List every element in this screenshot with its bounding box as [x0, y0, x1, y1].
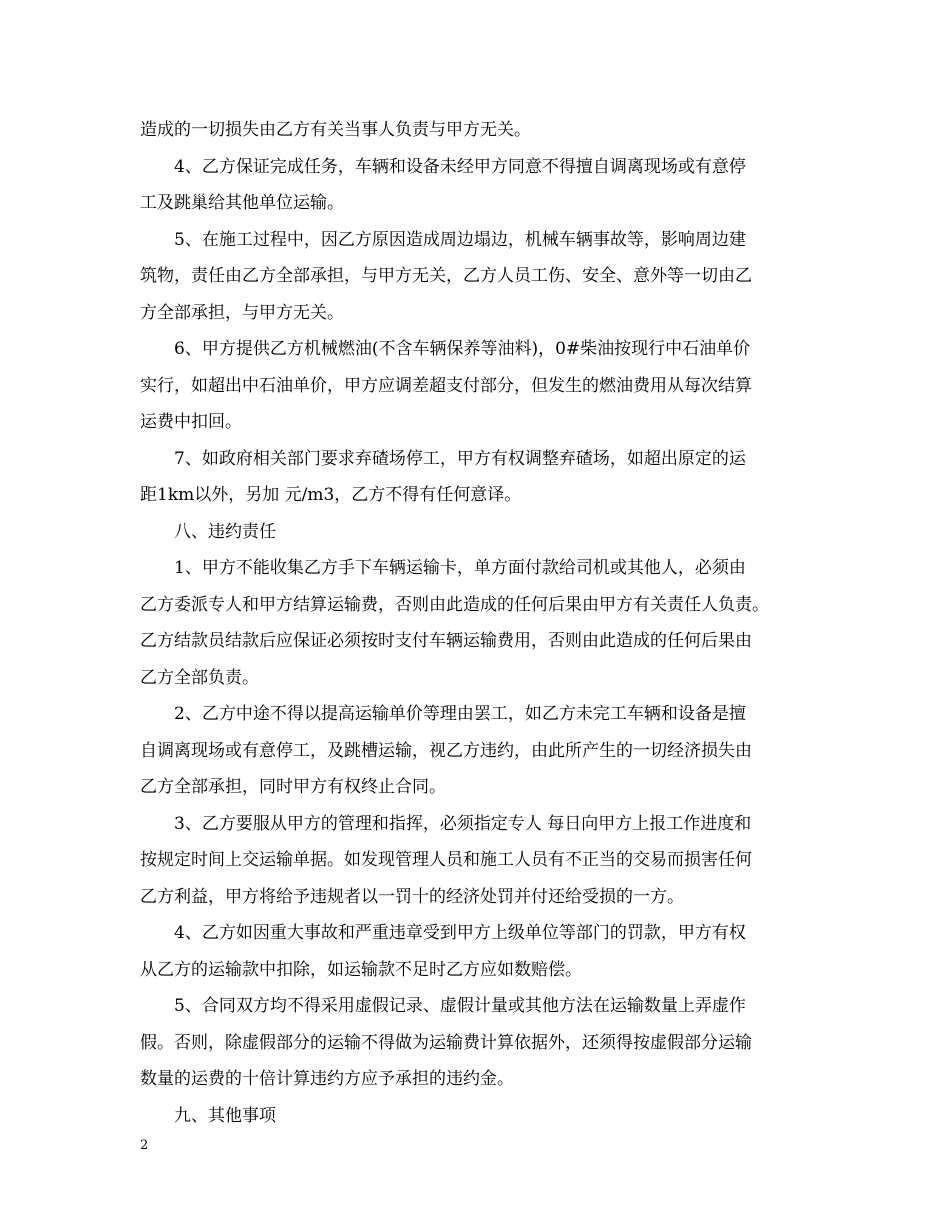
text-line-25: 5、合同双方均不得采用虚假记录、虚假计量或其他方法在运输数量上弄虚作	[174, 996, 746, 1016]
text-line-13: 1、甲方不能收集乙方手下车辆运输卡，单方面付款给司机或其他人，必须由	[174, 558, 746, 578]
text-line-10: 7、如政府相关部门要求弃碴场停工，甲方有权调整弃碴场，如超出原定的运	[174, 448, 746, 469]
text-line-8: 实行，如超出中石油单价，甲方应调差超支付部分，但发生的燃油费用从每次结算	[140, 375, 752, 396]
section-heading-other: 九、其他事项	[174, 1105, 276, 1126]
text-line-11: 距1km以外，另加 元/m3，乙方不得有任何意译。	[140, 485, 522, 505]
page-number: 2	[140, 1138, 149, 1153]
text-line-21: 按规定时间上交运输单据。如发现管理人员和施工人员有不正当的交易而损害任何	[140, 850, 752, 870]
text-line-22: 乙方利益，甲方将给予违规者以一罚十的经济处罚并付还给受损的一方。	[140, 886, 684, 907]
document-body	[140, 112, 830, 1134]
text-line-14: 乙方委派专人和甲方结算运输费，否则由此造成的任何后果由甲方有关责任人负责。	[140, 594, 769, 615]
text-line-3: 工及跳巢给其他单位运输。	[140, 193, 344, 213]
text-line-5: 筑物，责任由乙方全部承担，与甲方无关，乙方人员工伤、安全、意外等一切由乙	[140, 266, 752, 286]
text-line-26: 假。否则，除虚假部分的运输不得做为运输费计算依据外，还须得按虚假部分运输	[140, 1032, 752, 1053]
text-line-24: 从乙方的运输款中扣除，如运输款不足时乙方应如数赔偿。	[140, 959, 582, 980]
text-line-1: 造成的一切损失由乙方有关当事人负责与甲方无关。	[140, 120, 531, 140]
text-line-4: 5、在施工过程中，因乙方原因造成周边塌边，机械车辆事故等，影响周边建	[174, 229, 746, 250]
text-line-9: 运费中扣回。	[140, 412, 242, 432]
text-line-16: 乙方全部负责。	[140, 667, 259, 688]
text-line-15: 乙方结款员结款后应保证必须按时支付车辆运输费用，否则由此造成的任何后果由	[140, 631, 752, 651]
text-line-17: 2、乙方中途不得以提高运输单价等理由罢工，如乙方未完工车辆和设备是擅	[174, 704, 746, 724]
text-line-23: 4、乙方如因重大事故和严重违章受到甲方上级单位等部门的罚款，甲方有权	[174, 923, 746, 943]
text-line-19: 乙方全部承担，同时甲方有权终止合同。	[140, 777, 446, 797]
text-line-27: 数量的运费的十倍计算违约方应予承担的违约金。	[140, 1069, 514, 1089]
text-line-20: 3、乙方要服从甲方的管理和指挥，必须指定专人 每日向甲方上报工作进度和	[174, 813, 752, 834]
text-line-18: 自调离现场或有意停工，及跳槽运输，视乙方违约，由此所产生的一切经济损失由	[140, 740, 752, 761]
text-line-2: 4、乙方保证完成任务，车辆和设备未经甲方同意不得擅自调离现场或有意停	[174, 156, 746, 177]
text-line-6: 方全部承担，与甲方无关。	[140, 302, 344, 323]
text-line-7: 6、甲方提供乙方机械燃油(不含车辆保养等油料)，0#柴油按现行中石油单价	[174, 339, 751, 359]
section-heading-breach: 八、违约责任	[174, 521, 276, 542]
